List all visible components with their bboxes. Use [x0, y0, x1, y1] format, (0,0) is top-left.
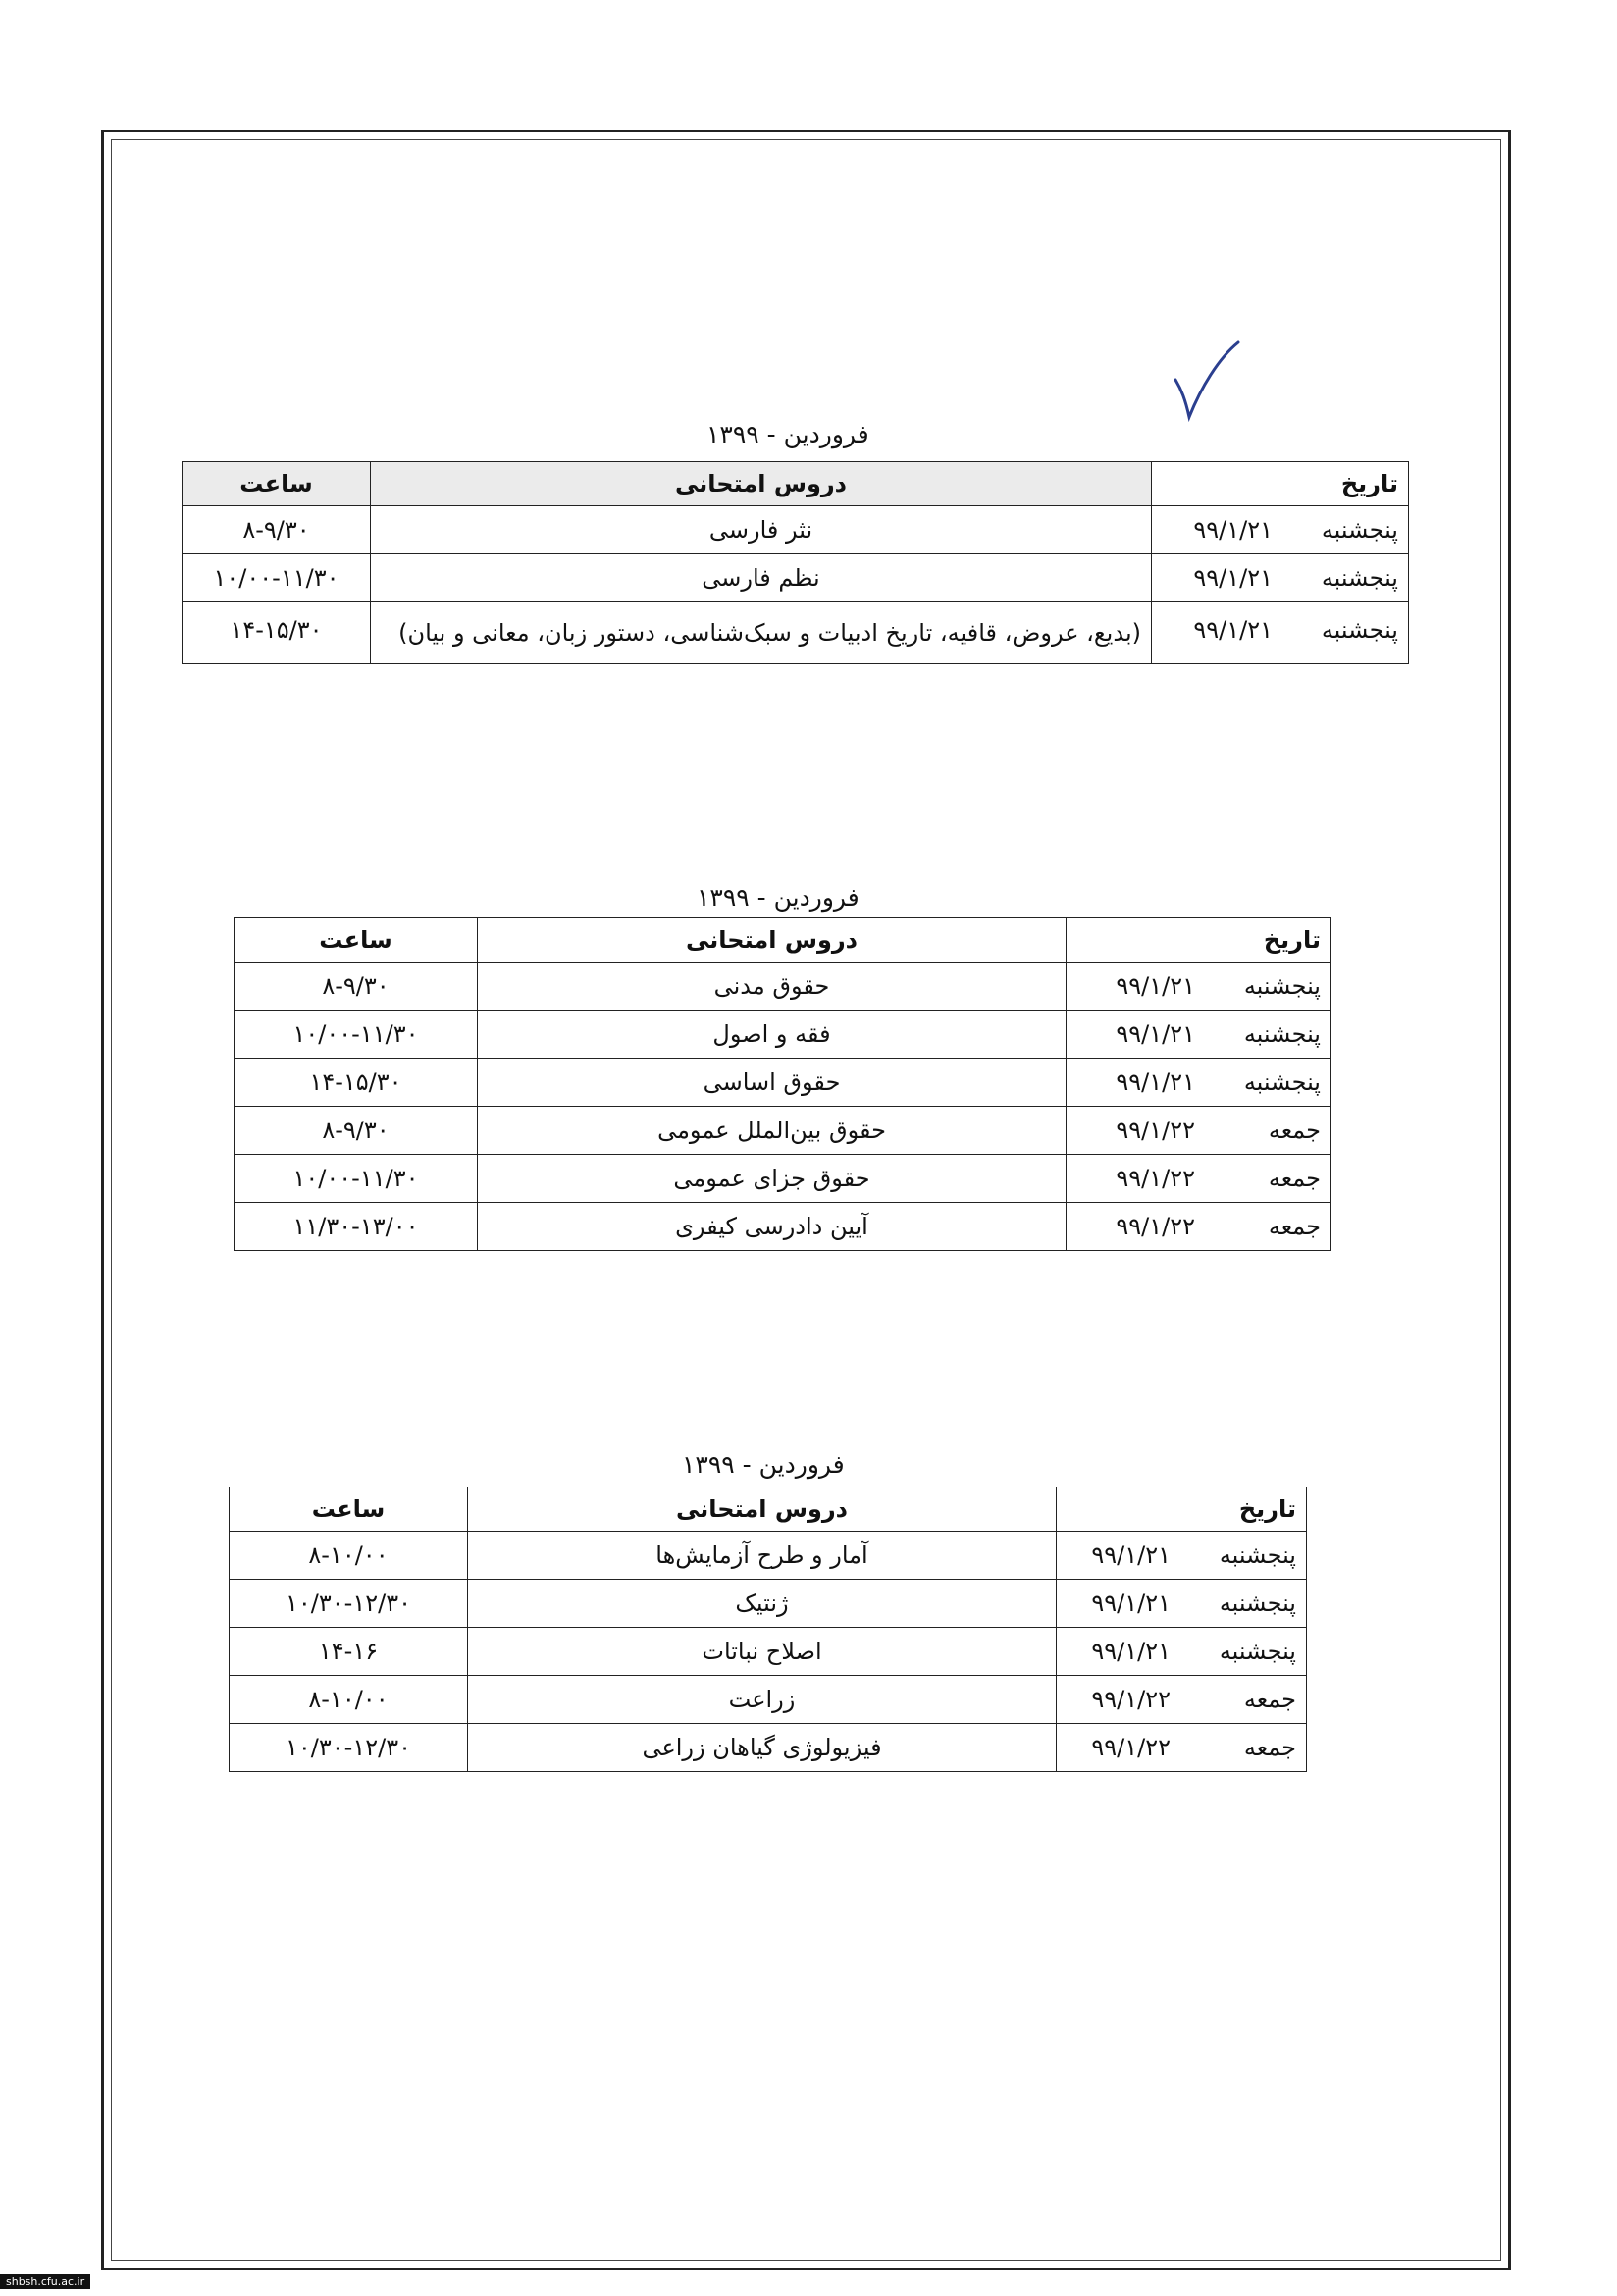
table-row [235, 1155, 1331, 1203]
table-row [230, 1580, 1307, 1628]
cell-time: ۸-۹/۳۰ [235, 963, 478, 1011]
cell-date: پنجشنبه۹۹/۱/۲۱ [1057, 1532, 1307, 1580]
cell-time: ۱۰/۰۰-۱۱/۳۰ [235, 1011, 478, 1059]
cell-course: اصلاح نباتات [468, 1628, 1057, 1676]
cell-time: ۱۰/۳۰-۱۲/۳۰ [230, 1580, 468, 1628]
cell-date: پنجشنبه۹۹/۱/۲۱ [1057, 1628, 1307, 1676]
table-row [230, 1628, 1307, 1676]
table-row [230, 1724, 1307, 1772]
cell-date: پنجشنبه۹۹/۱/۲۱ [1152, 554, 1409, 602]
cell-course: (بدیع، عروض، قافیه، تاریخ ادبیات و سبک‌شناسی، دستور زبان، معانی و بیان) [371, 602, 1152, 664]
cell-date: جمعه۹۹/۱/۲۲ [1057, 1724, 1307, 1772]
checkmark-icon [1168, 339, 1256, 427]
section-date: فروردین - ۱۳۹۹ [706, 420, 869, 448]
schedule-table [229, 1487, 1307, 1772]
cell-time: ۱۰/۳۰-۱۲/۳۰ [230, 1724, 468, 1772]
cell-time: ۱۴-۱۶ [230, 1628, 468, 1676]
cell-course: آیین دادرسی کیفری [478, 1203, 1067, 1251]
cell-date: پنجشنبه۹۹/۱/۲۱ [1067, 963, 1331, 1011]
section-date: فروردین - ۱۳۹۹ [682, 1450, 845, 1479]
table-row [183, 602, 1409, 664]
cell-date: جمعه۹۹/۱/۲۲ [1067, 1107, 1331, 1155]
cell-date: جمعه۹۹/۱/۲۲ [1057, 1676, 1307, 1724]
section-date: فروردین - ۱۳۹۹ [697, 883, 860, 912]
cell-time: ۱۴-۱۵/۳۰ [183, 602, 371, 664]
table-row [235, 963, 1331, 1011]
header-course: دروس امتحانی [371, 462, 1152, 506]
table-header-row [183, 462, 1409, 506]
table-row [235, 1059, 1331, 1107]
table-row [183, 506, 1409, 554]
cell-course: نثر فارسی [371, 506, 1152, 554]
schedule-table [234, 917, 1331, 1251]
cell-date: پنجشنبه۹۹/۱/۲۱ [1067, 1059, 1331, 1107]
cell-time: ۱۴-۱۵/۳۰ [235, 1059, 478, 1107]
cell-course: فقه و اصول [478, 1011, 1067, 1059]
header-time: ساعت [183, 462, 371, 506]
cell-time: ۸-۱۰/۰۰ [230, 1532, 468, 1580]
cell-course: حقوق اساسی [478, 1059, 1067, 1107]
header-course: دروس امتحانی [468, 1487, 1057, 1532]
table-header-row [235, 918, 1331, 963]
cell-course: فیزیولوژی گیاهان زراعی [468, 1724, 1057, 1772]
table-row [230, 1532, 1307, 1580]
table-row [235, 1203, 1331, 1251]
header-course: دروس امتحانی [478, 918, 1067, 963]
schedule-table [182, 461, 1409, 664]
table-row [235, 1107, 1331, 1155]
cell-time: ۱۰/۰۰-۱۱/۳۰ [235, 1155, 478, 1203]
table-row [235, 1011, 1331, 1059]
cell-course: زراعت [468, 1676, 1057, 1724]
cell-course: آمار و طرح آزمایش‌ها [468, 1532, 1057, 1580]
header-time: ساعت [230, 1487, 468, 1532]
table-row [230, 1676, 1307, 1724]
cell-date: پنجشنبه۹۹/۱/۲۱ [1067, 1011, 1331, 1059]
cell-time: ۸-۱۰/۰۰ [230, 1676, 468, 1724]
cell-time: ۱۱/۳۰-۱۳/۰۰ [235, 1203, 478, 1251]
table-header-row [230, 1487, 1307, 1532]
cell-course: نظم فارسی [371, 554, 1152, 602]
cell-course: ژنتیک [468, 1580, 1057, 1628]
table-row [183, 554, 1409, 602]
cell-date: جمعه۹۹/۱/۲۲ [1067, 1203, 1331, 1251]
cell-course: حقوق جزای عمومی [478, 1155, 1067, 1203]
header-date: تاریخ [1057, 1487, 1307, 1532]
cell-course: حقوق بین‌الملل عمومی [478, 1107, 1067, 1155]
cell-course: حقوق مدنی [478, 963, 1067, 1011]
cell-date: پنجشنبه۹۹/۱/۲۱ [1057, 1580, 1307, 1628]
cell-time: ۱۰/۰۰-۱۱/۳۰ [183, 554, 371, 602]
header-date: تاریخ [1067, 918, 1331, 963]
footer-watermark: shbsh.cfu.ac.ir [0, 2274, 90, 2289]
cell-date: پنجشنبه۹۹/۱/۲۱ [1152, 506, 1409, 554]
cell-date: پنجشنبه۹۹/۱/۲۱ [1152, 602, 1409, 664]
cell-date: جمعه۹۹/۱/۲۲ [1067, 1155, 1331, 1203]
header-time: ساعت [235, 918, 478, 963]
cell-time: ۸-۹/۳۰ [183, 506, 371, 554]
cell-time: ۸-۹/۳۰ [235, 1107, 478, 1155]
header-date: تاریخ [1152, 462, 1409, 506]
